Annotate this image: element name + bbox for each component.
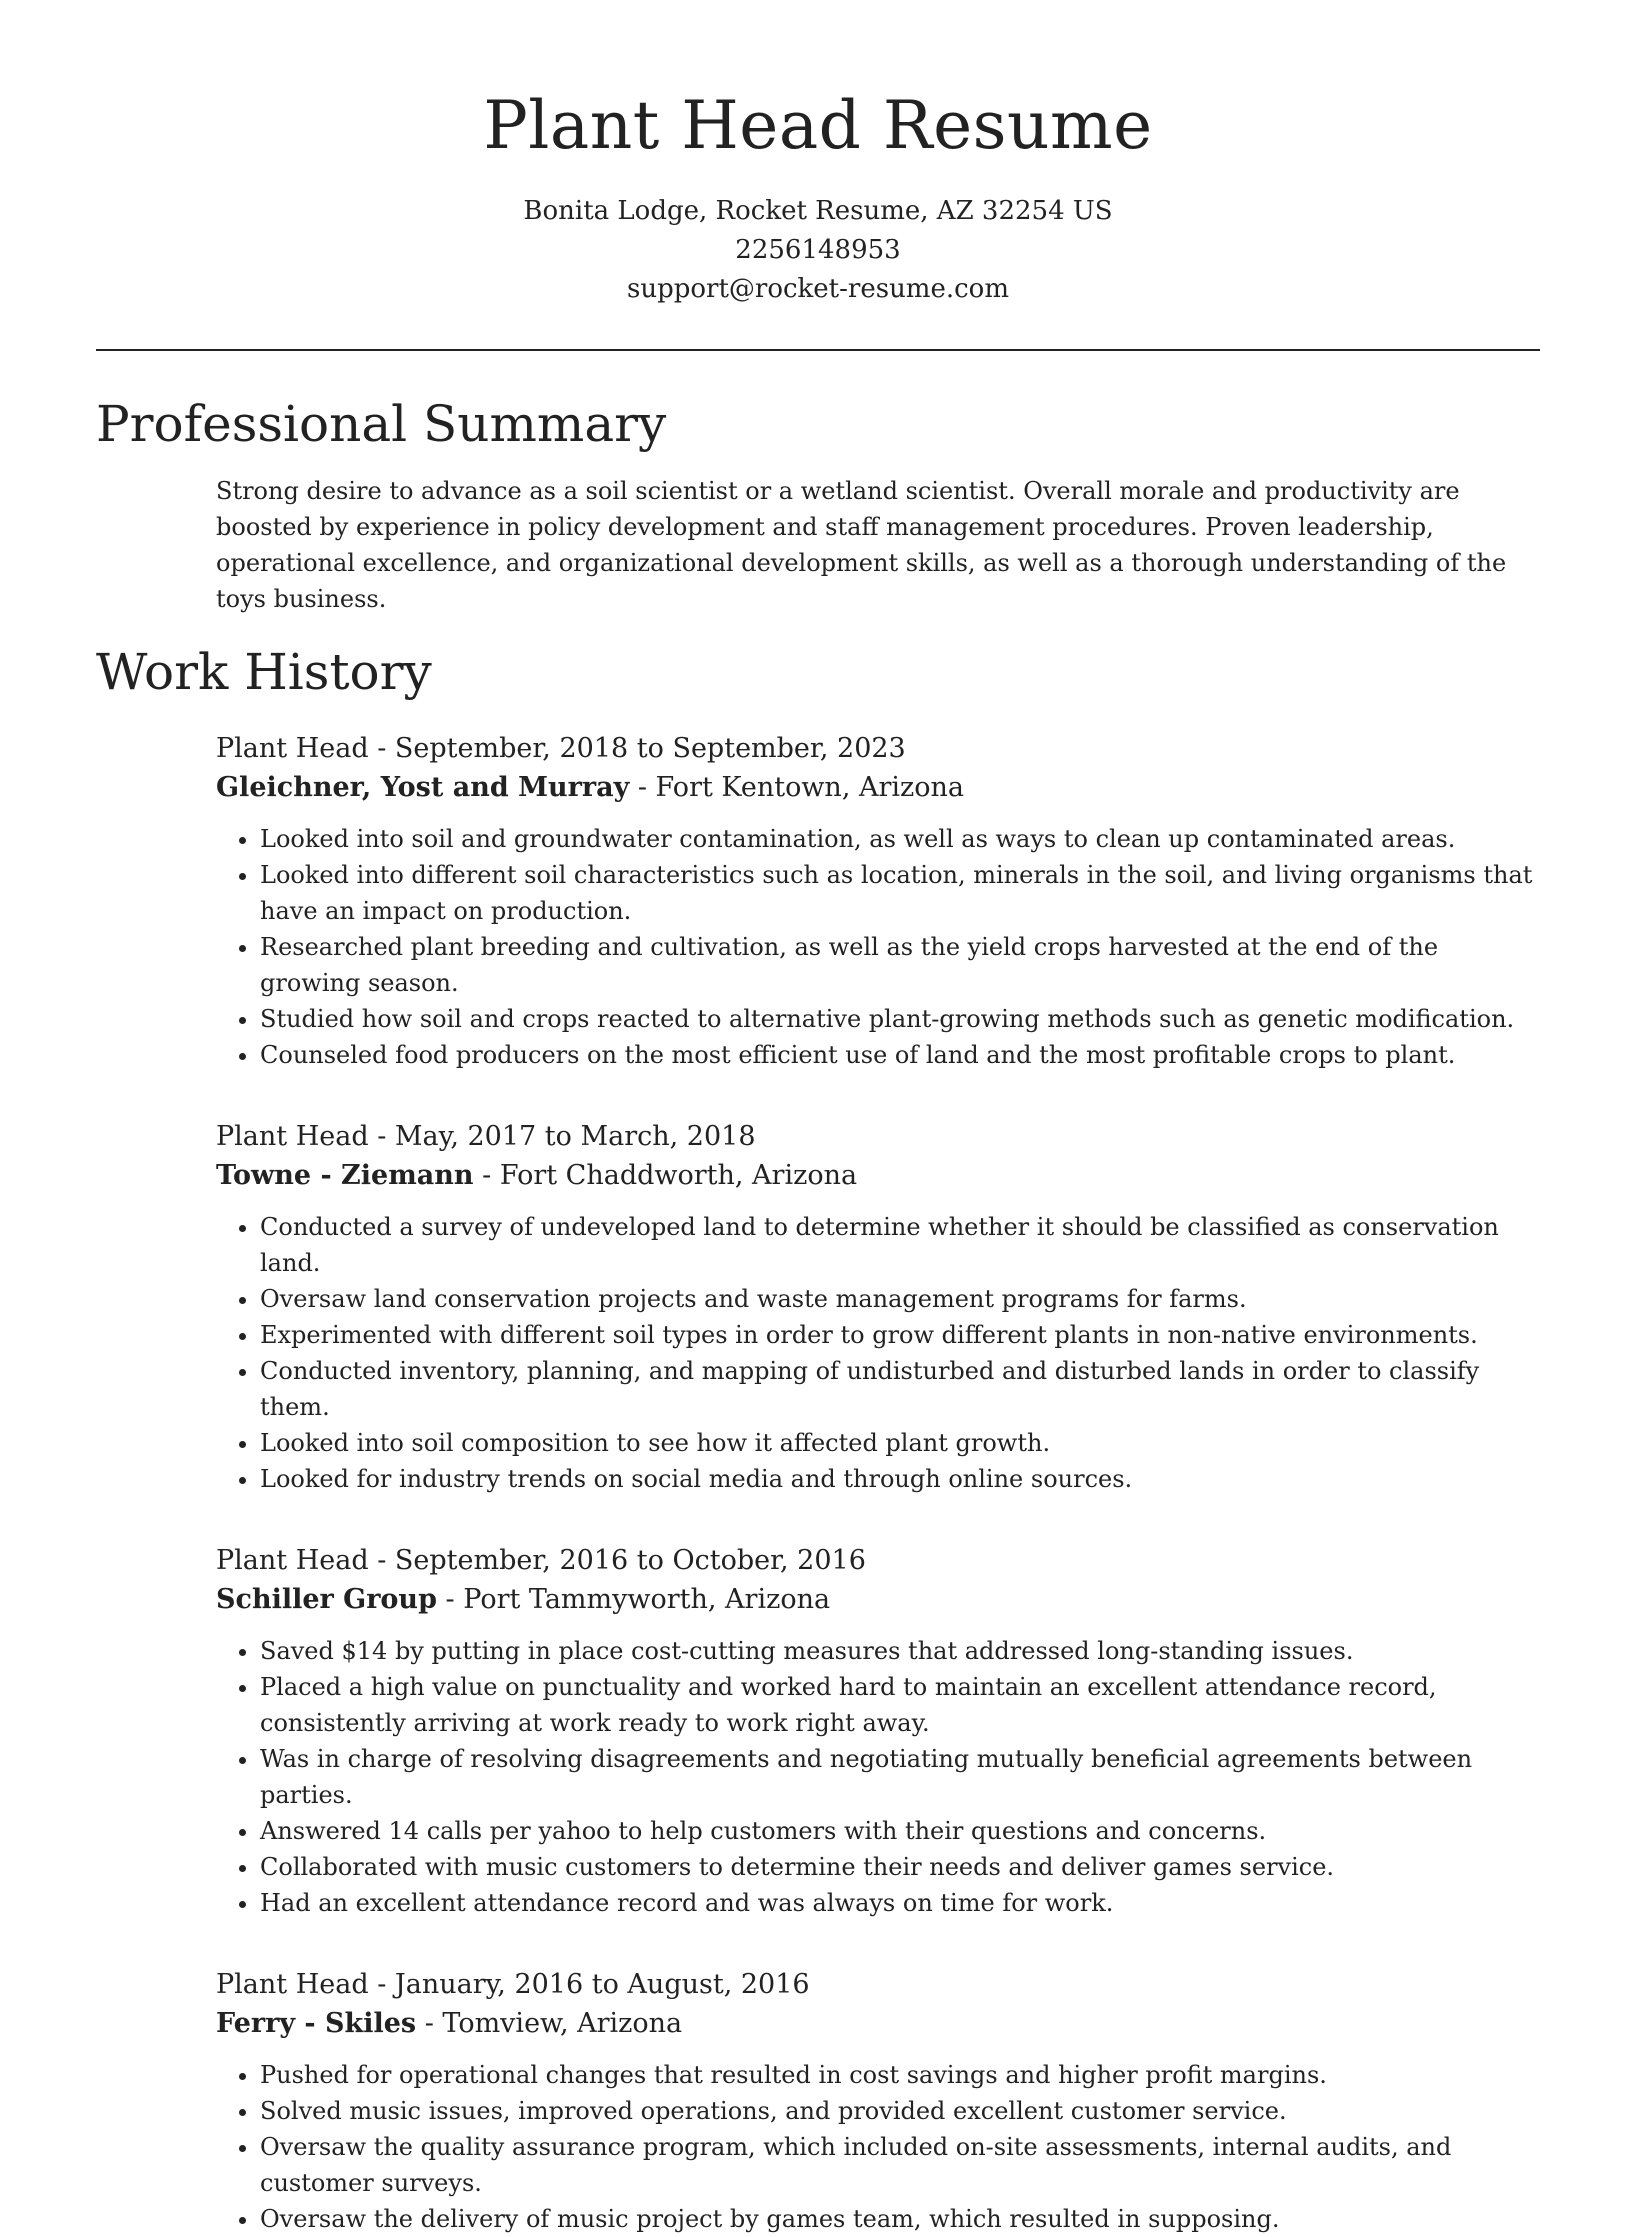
job-bullet: • Conducted a survey of undeveloped land to determine whether it should be classified as conservation land. xyxy=(260,1209,1540,1281)
summary-text: Strong desire to advance as a soil scientist or a wetland scientist. Overall morale and productivity are boosted by experience in policy development and staff management procedures. Proven leadership, operational excellence, and organizational development skills, as well as a thorough understanding of the toys business. xyxy=(216,477,1507,613)
job-bullet: • Looked into soil composition to see how it affected plant growth. xyxy=(260,1425,1540,1461)
job-employer-line xyxy=(216,768,1540,807)
job-entry xyxy=(216,1117,1540,1497)
contact-block xyxy=(96,192,1540,309)
job-location: - Tomview, Arizona xyxy=(416,2008,683,2039)
job-entry xyxy=(216,729,1540,1073)
job-bullets xyxy=(216,1633,1540,1921)
job-bullet: • Experimented with different soil types in order to grow different plants in non-native environments. xyxy=(260,1317,1540,1353)
section-title-summary: Professional Summary xyxy=(96,395,667,453)
job-title-dates: Plant Head - September, 2018 to September, 2023 xyxy=(216,733,906,764)
job-company: Ferry - Skiles xyxy=(216,2008,417,2039)
job-company: Schiller Group xyxy=(216,1584,437,1615)
job-bullets xyxy=(216,2057,1540,2237)
job-bullet: • Counseled food producers on the most efficient use of land and the most profitable crops to plant. xyxy=(260,1037,1540,1073)
job-bullet: • Oversaw the quality assurance program, which included on-site assessments, internal audits, and customer surveys. xyxy=(260,2129,1540,2201)
job-location: - Fort Chaddworth, Arizona xyxy=(473,1160,858,1191)
job-bullet: • Pushed for operational changes that resulted in cost savings and higher profit margins. xyxy=(260,2057,1540,2093)
job-bullet: • Conducted inventory, planning, and mapping of undisturbed and disturbed lands in order to classify them. xyxy=(260,1353,1540,1425)
header-divider xyxy=(96,349,1540,351)
contact-phone: 2256148953 xyxy=(735,235,901,265)
section-title-work-history: Work History xyxy=(96,643,432,701)
resume-header xyxy=(96,0,1540,309)
job-title-dates: Plant Head - September, 2016 to October, 2016 xyxy=(216,1545,866,1576)
job-bullet: • Studied how soil and crops reacted to alternative plant-growing methods such as genetic modification. xyxy=(260,1001,1540,1037)
job-bullet: • Looked into different soil characteristics such as location, minerals in the soil, and living organisms that have an impact on production. xyxy=(260,857,1540,929)
job-location: - Fort Kentown, Arizona xyxy=(629,772,964,803)
job-bullets xyxy=(216,821,1540,1073)
job-entry xyxy=(216,1965,1540,2237)
resume-page xyxy=(96,0,1540,2237)
resume-title: Plant Head Resume xyxy=(483,87,1153,164)
job-bullet: • Was in charge of resolving disagreements and negotiating mutually beneficial agreements between parties. xyxy=(260,1741,1540,1813)
work-history-list xyxy=(216,729,1540,2237)
job-title-dates: Plant Head - January, 2016 to August, 2016 xyxy=(216,1969,810,2000)
job-employer-line xyxy=(216,2004,1540,2043)
job-bullet: • Placed a high value on punctuality and worked hard to maintain an excellent attendance record, consistently arriving at work ready to work right away. xyxy=(260,1669,1540,1741)
job-bullet: • Answered 14 calls per yahoo to help customers with their questions and concerns. xyxy=(260,1813,1540,1849)
job-bullet: • Had an excellent attendance record and was always on time for work. xyxy=(260,1885,1540,1921)
job-location: - Port Tammyworth, Arizona xyxy=(436,1584,831,1615)
job-company: Towne - Ziemann xyxy=(216,1160,474,1191)
job-bullet: • Researched plant breeding and cultivation, as well as the yield crops harvested at the end of the growing season. xyxy=(260,929,1540,1001)
job-bullet: • Oversaw the delivery of music project by games team, which resulted in supposing. xyxy=(260,2201,1540,2237)
job-title-dates: Plant Head - May, 2017 to March, 2018 xyxy=(216,1121,756,1152)
job-bullet: • Collaborated with music customers to determine their needs and deliver games service. xyxy=(260,1849,1540,1885)
contact-email: support@rocket-resume.com xyxy=(626,274,1009,304)
job-bullet: • Solved music issues, improved operations, and provided excellent customer service. xyxy=(260,2093,1540,2129)
job-bullet: • Looked for industry trends on social media and through online sources. xyxy=(260,1461,1540,1497)
job-bullet: • Oversaw land conservation projects and waste management programs for farms. xyxy=(260,1281,1540,1317)
contact-address: Bonita Lodge, Rocket Resume, AZ 32254 US xyxy=(523,196,1113,226)
job-employer-line xyxy=(216,1580,1540,1619)
job-bullets xyxy=(216,1209,1540,1497)
job-employer-line xyxy=(216,1156,1540,1195)
job-entry xyxy=(216,1541,1540,1921)
job-bullet: • Looked into soil and groundwater contamination, as well as ways to clean up contaminated areas. xyxy=(260,821,1540,857)
job-bullet: • Saved $14 by putting in place cost-cutting measures that addressed long-standing issues. xyxy=(260,1633,1540,1669)
job-company: Gleichner, Yost and Murray xyxy=(216,772,630,803)
